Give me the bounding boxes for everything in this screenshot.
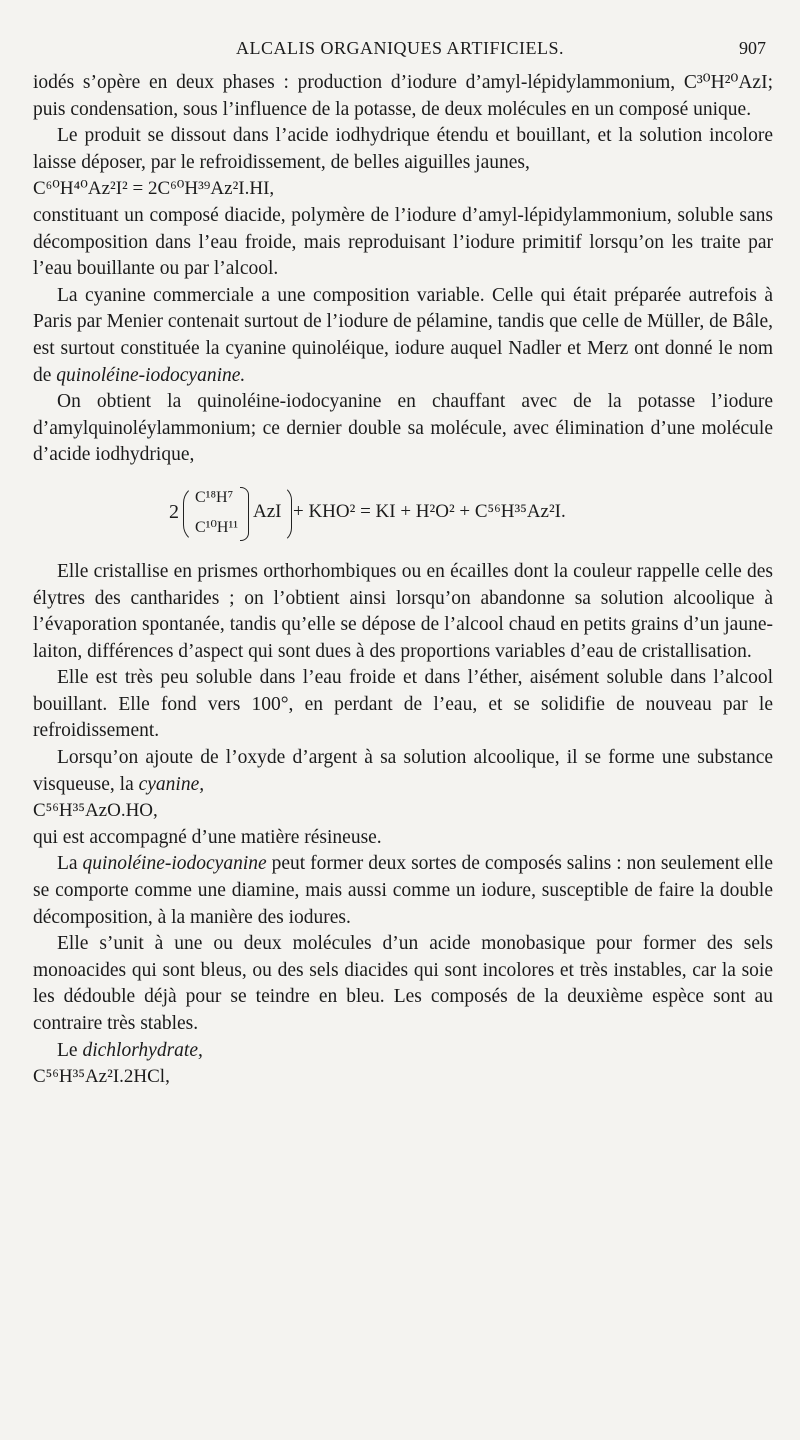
paragraph: qui est accompagné d’une matière résineuse.	[33, 826, 382, 848]
equation-coefficient: 2	[169, 500, 179, 523]
formula: C⁵⁶H³⁵Az²I.2HCl,	[33, 1066, 170, 1088]
right-parenthesis	[277, 485, 292, 543]
running-head: ALCALIS ORGANIQUES ARTIFICIELS.	[236, 38, 564, 58]
formula: C⁶⁰H⁴⁰Az²I² = 2C⁶⁰H³⁹Az²I.HI,	[33, 178, 275, 200]
paragraph: Le produit se dissout dans l’acide iodhydrique étendu et bouillant, et la solution incolore laisse déposer, par le refroidissement, de belles aiguilles jaunes,	[33, 125, 773, 173]
paragraph	[33, 1038, 773, 1065]
paragraph	[33, 851, 773, 931]
paragraph: On obtient la quinoléine-iodocyanine en chauffant avec de la potasse l’iodure d’amylquinoléylammonium; ce dernier double sa molécule, avec élimination d’une molécule d’acide iodhydrique,	[33, 391, 773, 466]
text-run: Lorsqu’on ajoute de l’oxyde d’argent à sa solution alcoolique, il se forme une substance visqueuse, la	[33, 747, 773, 795]
equation-azi: AzI	[253, 500, 282, 522]
paragraph: constituant un composé diacide, polymère de l’iodure d’amyl-lépidylammonium, soluble sans décomposition dans l’eau froide, mais reproduisant l’iodure primitif lorsqu’on les traite par l’eau bouillante ou par l’alcool.	[33, 204, 773, 280]
paragraph	[33, 283, 773, 389]
paragraph: Elle cristallise en prismes orthorhombiques ou en écailles dont la couleur rappelle celle des élytres des cantharides ; on l’obtient ainsi lorsqu’on abandonne sa solution alcoolique à l’évaporation spontanée, tandis qu’elle se dépose de l’alcool chaud en petits grains d’un jaune-laiton, différences d’aspect qui sont dues à des proportions variables d’eau de cristallisation.	[33, 560, 773, 662]
page-number: 907	[739, 38, 766, 58]
page-header	[0, 34, 800, 62]
body-text	[33, 70, 773, 1091]
italic-term: dichlorhydrate,	[82, 1039, 203, 1061]
text-line: iodés s’opère en deux phases : production d’iodure d’amyl-lépidylammonium,	[33, 72, 676, 93]
italic-term: quinoléine-iodocyanine.	[56, 364, 246, 386]
equation-rest: + KHO² = KI + H²O² + C⁵⁶H³⁵Az²I.	[293, 500, 566, 522]
text-line: C³⁰H²⁰AzI; puis condensation, sous l’influence de la potasse, de deux molécules en un composé unique.	[33, 72, 773, 120]
text-run: La cyanine commerciale a une composition variable. Celle qui était préparée autrefois à Paris par Menier contenait surtout de l’iodure de pélamine, tandis que celle de Müller, de Bâle, est surtout constituée la cyanine quinoléique, iodure auquel Nadler et Merz ont donné le nom de	[33, 284, 773, 386]
equation-radical-1: C¹⁸H⁷	[195, 488, 234, 506]
reaction-equation	[33, 479, 773, 549]
formula: C⁵⁶H³⁵AzO.HO,	[33, 800, 158, 822]
italic-term: quinoléine-iodocyanine	[82, 853, 267, 875]
paragraph: Elle est très peu soluble dans l’eau froide et dans l’éther, aisément soluble dans l’alcool bouillant. Elle fond vers 100°, en perdant de l’eau, et se solidifie de nouveau par le refroidissement.	[33, 667, 773, 742]
paragraph: Elle s’unit à une ou deux molécules d’un acide monobasique pour former des sels monoacides qui sont bleus, ou des sels diacides qui sont incolores et très instables, car la soie les dédouble déjà pour se teindre en bleu. Les composés de la deuxième espèce sont au contraire très stables.	[33, 933, 773, 1034]
right-brace	[240, 487, 249, 541]
text-run: Le	[57, 1039, 83, 1061]
paragraph	[33, 745, 773, 798]
text-run: La	[57, 853, 83, 875]
italic-term: cyanine,	[138, 773, 205, 795]
text-run: peut former deux sortes de composés salins : non seulement elle se comporte comme une diamine, mais aussi comme un iodure, susceptible de faire la double décomposition, à la manière des iodures.	[33, 853, 773, 928]
equation-radical-2: C¹⁰H¹¹	[195, 518, 239, 536]
paragraph-continuation	[33, 70, 773, 123]
